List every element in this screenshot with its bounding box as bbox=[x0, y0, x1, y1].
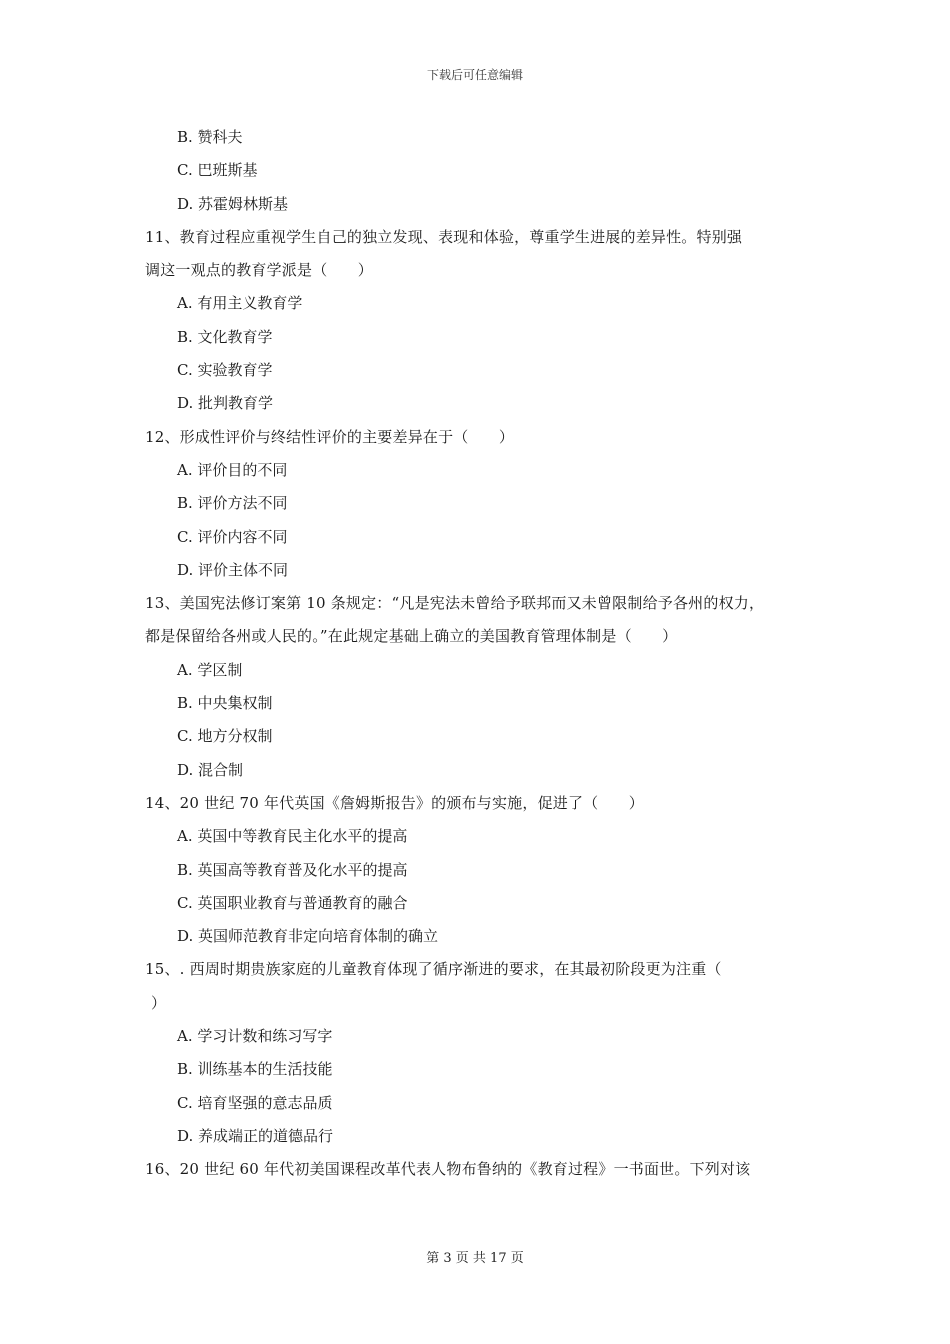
question-text: 13、美国宪法修订案第 10 条规定：“凡是宪法未曾给予联邦而又未曾限制给予各州的权力， bbox=[145, 594, 765, 613]
answer-option: B. 训练基本的生活技能 bbox=[177, 1060, 333, 1079]
exam-content bbox=[145, 122, 815, 1188]
answer-option: C. 实验教育学 bbox=[177, 361, 273, 380]
page-footer: 第 3 页 共 17 页 bbox=[426, 1251, 524, 1266]
answer-option: A. 学区制 bbox=[177, 660, 243, 679]
answer-option: B. 英国高等教育普及化水平的提高 bbox=[177, 860, 408, 879]
answer-option: D. 批判教育学 bbox=[177, 394, 274, 413]
answer-option: D. 英国师范教育非定向培育体制的确立 bbox=[177, 927, 439, 946]
answer-option: C. 评价内容不同 bbox=[177, 527, 288, 546]
question-text-continued: ） bbox=[151, 993, 167, 1012]
page-header: 下载后可任意编辑 bbox=[426, 68, 523, 82]
answer-option: C. 巴班斯基 bbox=[177, 161, 258, 180]
question-text: 16、20 世纪 60 年代初美国课程改革代表人物布鲁纳的《教育过程》一书面世。下列对该 bbox=[145, 1160, 751, 1179]
answer-option: D. 养成端正的道德品行 bbox=[177, 1126, 334, 1145]
answer-option: C. 地方分权制 bbox=[177, 727, 273, 746]
question-text-continued: 都是保留给各州或人民的。”在此规定基础上确立的美国教育管理体制是（ ） bbox=[145, 627, 678, 646]
answer-option: B. 赞科夫 bbox=[177, 128, 243, 146]
question-text: 14、20 世纪 70 年代英国《詹姆斯报告》的颁布与实施，促进了（ ） bbox=[145, 793, 644, 812]
answer-option: A. 学习计数和练习写字 bbox=[177, 1027, 333, 1046]
answer-option: A. 有用主义教育学 bbox=[177, 294, 303, 313]
answer-option: C. 英国职业教育与普通教育的融合 bbox=[177, 893, 408, 912]
answer-option: B. 中央集权制 bbox=[177, 694, 273, 713]
question-text: 12、形成性评价与终结性评价的主要差异在于（ ） bbox=[145, 427, 515, 446]
answer-option: B. 文化教育学 bbox=[177, 327, 273, 346]
question-text: 15、. 西周时期贵族家庭的儿童教育体现了循序渐进的要求，在其最初阶段更为注重（ bbox=[145, 960, 722, 979]
answer-option: C. 培育坚强的意志品质 bbox=[177, 1093, 333, 1112]
answer-option: B. 评价方法不同 bbox=[177, 494, 288, 513]
answer-option: D. 评价主体不同 bbox=[177, 560, 289, 579]
answer-option: A. 英国中等教育民主化水平的提高 bbox=[177, 827, 408, 846]
answer-option: A. 评价目的不同 bbox=[177, 460, 288, 479]
answer-option: D. 混合制 bbox=[177, 760, 244, 779]
question-text: 11、教育过程应重视学生自己的独立发现、表现和体验，尊重学生进展的差异性。特别强 bbox=[145, 227, 743, 246]
answer-option: D. 苏霍姆林斯基 bbox=[177, 194, 289, 213]
question-text-continued: 调这一观点的教育学派是（ ） bbox=[145, 261, 374, 280]
